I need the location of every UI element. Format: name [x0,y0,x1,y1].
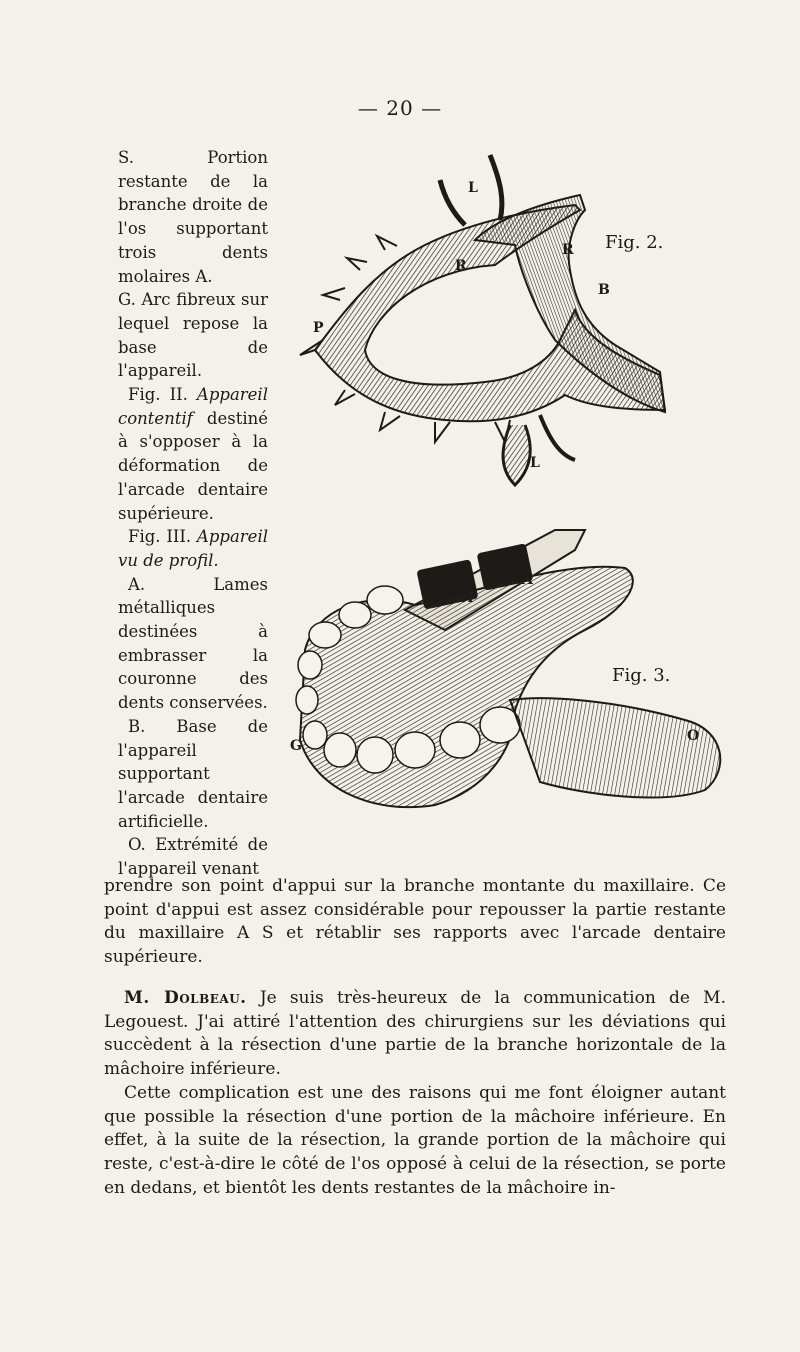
legend-a: A. Lames métalliques destinées à embrasser la couronne des dents conservées. [118,574,268,713]
figure-legend [118,146,268,881]
dolbeau-paragraph-2: Cette complication est une des raisons qui me font éloigner autant que possible la résection d'une portion de la mâchoire inférieure. En effet, à la suite de la résection, la grande portion de la mâchoire qui reste, c'est-à-dire le côté de l'os opposé à celui de la résection, se porte en dedans, et bientôt les dents restantes de la mâchoire in- [104,1082,726,1198]
dolbeau-p1-text: Je suis très-heureux de la communication de M. Legouest. J'ai attiré l'attention des chirurgiens sur les déviations qui succèdent à la résection d'une partie de la branche horizontale de la mâchoire inférieure. [104,988,726,1080]
figures-area [285,150,735,870]
dolbeau-section [104,987,726,1200]
legend-g: G. Arc fibreux sur lequel repose la base de l'appareil. [118,290,268,381]
fig2-letter-l-top: L [468,180,478,196]
legend-fig3-title: Appareil vu de profil. [118,527,269,570]
legend-fig2-title: Appareil contentif [118,385,268,428]
fig2-label: Fig. 2. [605,232,664,253]
fig2-letter-b: B [598,282,610,298]
legend-continuation [104,875,726,970]
fig2-letter-r-left: R [455,258,467,274]
fig3-letter-g: G [290,738,302,754]
legend-fig3-ref: Fig. III. [128,527,192,547]
continuation-text: prendre son point d'appui sur la branche montante du maxillaire. Ce point d'appui est assez considérable pour repousser la partie restante du maxillaire A S et rétablir ses rapports avec l'arcade dentaire supérieure. [104,876,726,968]
legend-s: S. Portion restante de la branche droite de l'os supportant trois dents molaires A. [118,148,268,286]
legend-fig2 [118,383,268,525]
page-number: — 20 — [357,96,443,120]
legend-fig2-desc: destiné à s'opposer à la déformation de l'arcade dentaire supérieure. [118,408,268,523]
fig3-label: Fig. 3. [612,665,671,686]
legend-fig3 [118,525,268,572]
fig3-letter-a2: A [522,572,533,588]
legend-fig2-ref: Fig. II. [128,385,188,405]
fig3-letter-a1: A [462,590,473,606]
fig3-letter-o: O [687,728,700,744]
fig2-letter-p: P [313,320,324,336]
fig2-letter-l-bottom: L [530,455,540,471]
legend-o: O. Extrémité de l'appareil venant [118,835,268,879]
dolbeau-paragraph-1 [104,987,726,1082]
fig2-letter-r-right: R [562,242,574,258]
speaker-name: M. Dolbeau. [124,988,247,1008]
fig2-illustration [285,150,735,500]
legend-b: B. Base de l'appareil supportant l'arcade dentaire artificielle. [118,716,268,831]
